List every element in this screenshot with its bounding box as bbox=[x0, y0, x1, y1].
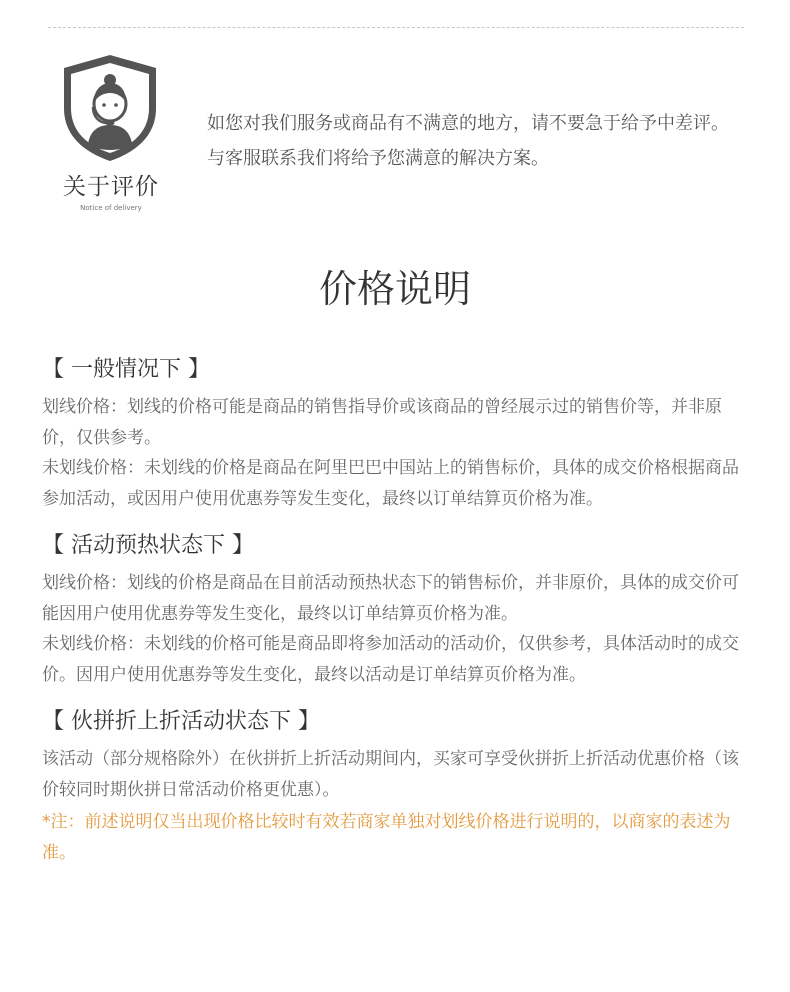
section-paragraph: 未划线价格：未划线的价格可能是商品即将参加活动的活动价，仅供参考，具体活动时的成交价。因用户使用优惠券等发生变化，最终以活动是订单结算页价格为准。 bbox=[42, 634, 739, 685]
section-group-discount bbox=[42, 702, 748, 868]
footnote: *注：前述说明仅当出现价格比较时有效若商家单独对划线价格进行说明的，以商家的表述为准。 bbox=[42, 812, 731, 863]
evaluation-badge bbox=[48, 52, 178, 217]
notice-text: 如您对我们服务或商品有不满意的地方，请不要急于给予中差评。与客服联系我们将给予您满意的解决方案。 bbox=[207, 113, 729, 169]
price-explanation-content bbox=[42, 350, 748, 880]
section-paragraph: 划线价格：划线的价格可能是商品的销售指导价或该商品的曾经展示过的销售价等，并非原价，仅供参考。 bbox=[42, 397, 722, 448]
badge-subtitle: Notice of delivery bbox=[80, 204, 142, 212]
section-paragraph: 划线价格：划线的价格是商品在目前活动预热状态下的销售标价，并非原价，具体的成交价可能因用户使用优惠券等发生变化，最终以订单结算页价格为准。 bbox=[42, 573, 739, 624]
section-paragraph: 该活动（部分规格除外）在伙拼折上折活动期间内，买家可享受伙拼折上折活动优惠价格（该价较同时期伙拼日常活动价格更优惠）。 bbox=[42, 749, 739, 800]
section-paragraph: 未划线价格：未划线的价格是商品在阿里巴巴中国站上的销售标价，具体的成交价格根据商品参加活动，或因用户使用优惠券等发生变化，最终以订单结算页价格为准。 bbox=[42, 458, 739, 509]
section-heading: 【 一般情况下 】 bbox=[42, 357, 210, 382]
section-heading: 【 伙拼折上折活动状态下 】 bbox=[42, 709, 320, 734]
top-dashed-divider bbox=[48, 27, 744, 28]
section-heading: 【 活动预热状态下 】 bbox=[42, 533, 254, 558]
badge-title: 关于评价 bbox=[63, 174, 159, 200]
section-preheat bbox=[42, 526, 748, 690]
section-general bbox=[42, 350, 748, 514]
page-title: 价格说明 bbox=[318, 267, 471, 311]
customer-service-shield-icon bbox=[60, 52, 160, 164]
